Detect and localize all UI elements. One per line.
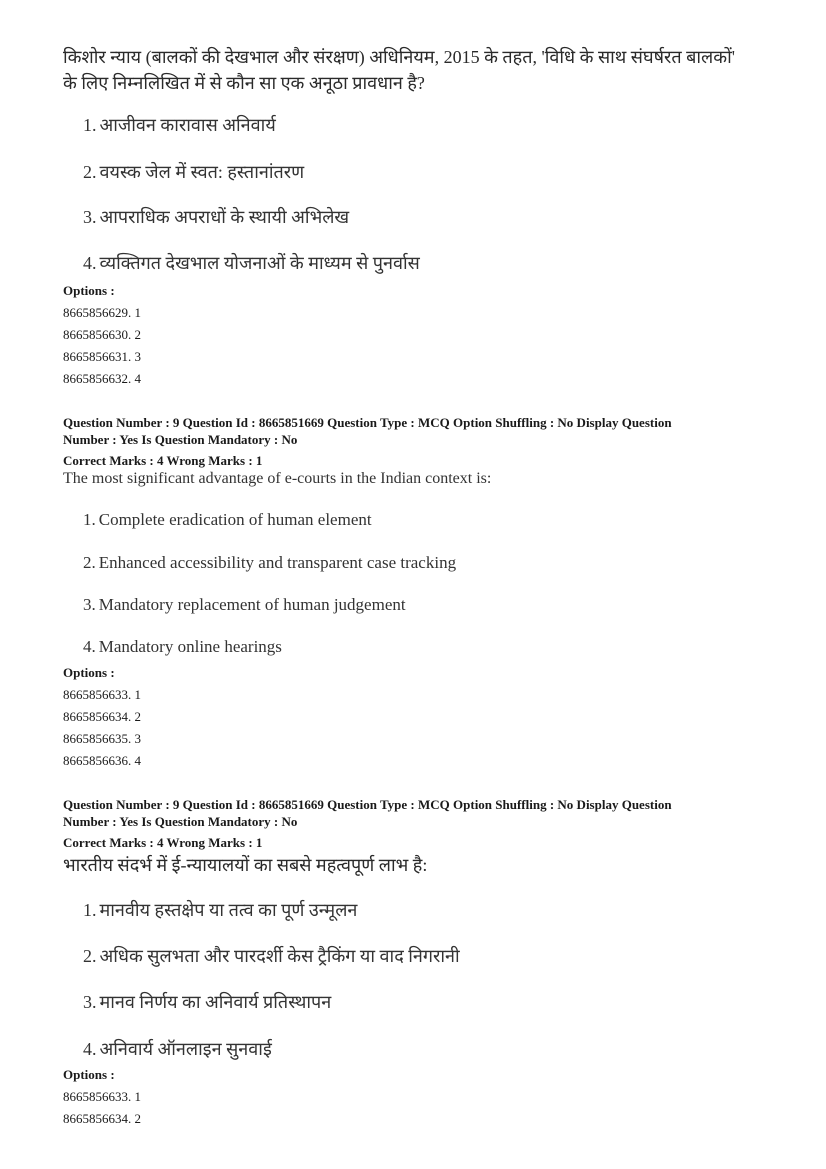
question-meta-line1: Question Number : 9 Question Id : 8665851669 Question Type : MCQ Option Shuffling : No Display Question	[63, 797, 672, 812]
marks-line: Correct Marks : 4 Wrong Marks : 1	[63, 453, 263, 468]
choice-3: 3. Mandatory replacement of human judgement	[83, 595, 406, 614]
choice-3: 3. मानव निर्णय का अनिवार्य प्रतिस्थापन	[83, 992, 332, 1012]
options-label: Options :	[63, 283, 115, 298]
choice-4: 4. अनिवार्य ऑनलाइन सुनवाई	[83, 1039, 272, 1059]
question-text-english: The most significant advantage of e-courts in the Indian context is:	[63, 470, 492, 487]
choice-1: 1. आजीवन कारावास अनिवार्य	[83, 115, 276, 135]
choice-1: 1. मानवीय हस्तक्षेप या तत्व का पूर्ण उन्मूलन	[83, 900, 358, 920]
marks-line: Correct Marks : 4 Wrong Marks : 1	[63, 835, 263, 850]
question-text-hindi: भारतीय संदर्भ में ई-न्यायालयों का सबसे महत्वपूर्ण लाभ है:	[63, 855, 428, 875]
options-label: Options :	[63, 665, 115, 680]
option-id: 8665856633. 1	[63, 687, 141, 702]
choice-2: 2. वयस्क जेल में स्वत: हस्तानांतरण	[83, 162, 305, 182]
choice-4: 4. Mandatory online hearings	[83, 637, 282, 656]
choice-2: 2. अधिक सुलभता और पारदर्शी केस ट्रैकिंग या वाद निगरानी	[83, 946, 460, 966]
choice-3: 3. आपराधिक अपराधों के स्थायी अभिलेख	[83, 207, 350, 227]
question-meta-line2: Number : Yes Is Question Mandatory : No	[63, 814, 298, 829]
option-id: 8665856630. 2	[63, 327, 141, 342]
options-label: Options :	[63, 1067, 115, 1082]
option-id: 8665856631. 3	[63, 349, 141, 364]
choice-1: 1. Complete eradication of human element	[83, 510, 372, 529]
option-id: 8665856634. 2	[63, 1111, 141, 1126]
option-id: 8665856634. 2	[63, 709, 141, 724]
choice-4: 4. व्यक्तिगत देखभाल योजनाओं के माध्यम से पुनर्वास	[83, 253, 420, 273]
choice-2: 2. Enhanced accessibility and transparent case tracking	[83, 553, 457, 572]
question-text-hindi: किशोर न्याय (बालकों की देखभाल और संरक्षण) अधिनियम, 2015 के तहत, 'विधि के साथ संघर्षरत बालकों' के लिए निम्नलिखित में से कौन सा एक अनूठा प्रावधान है?	[63, 47, 735, 93]
option-id: 8665856632. 4	[63, 371, 141, 386]
option-id: 8665856636. 4	[63, 753, 141, 768]
question-meta-line1: Question Number : 9 Question Id : 8665851669 Question Type : MCQ Option Shuffling : No Display Question	[63, 415, 672, 430]
option-id: 8665856635. 3	[63, 731, 141, 746]
option-id: 8665856633. 1	[63, 1089, 141, 1104]
option-id: 8665856629. 1	[63, 305, 141, 320]
question-meta-line2: Number : Yes Is Question Mandatory : No	[63, 432, 298, 447]
